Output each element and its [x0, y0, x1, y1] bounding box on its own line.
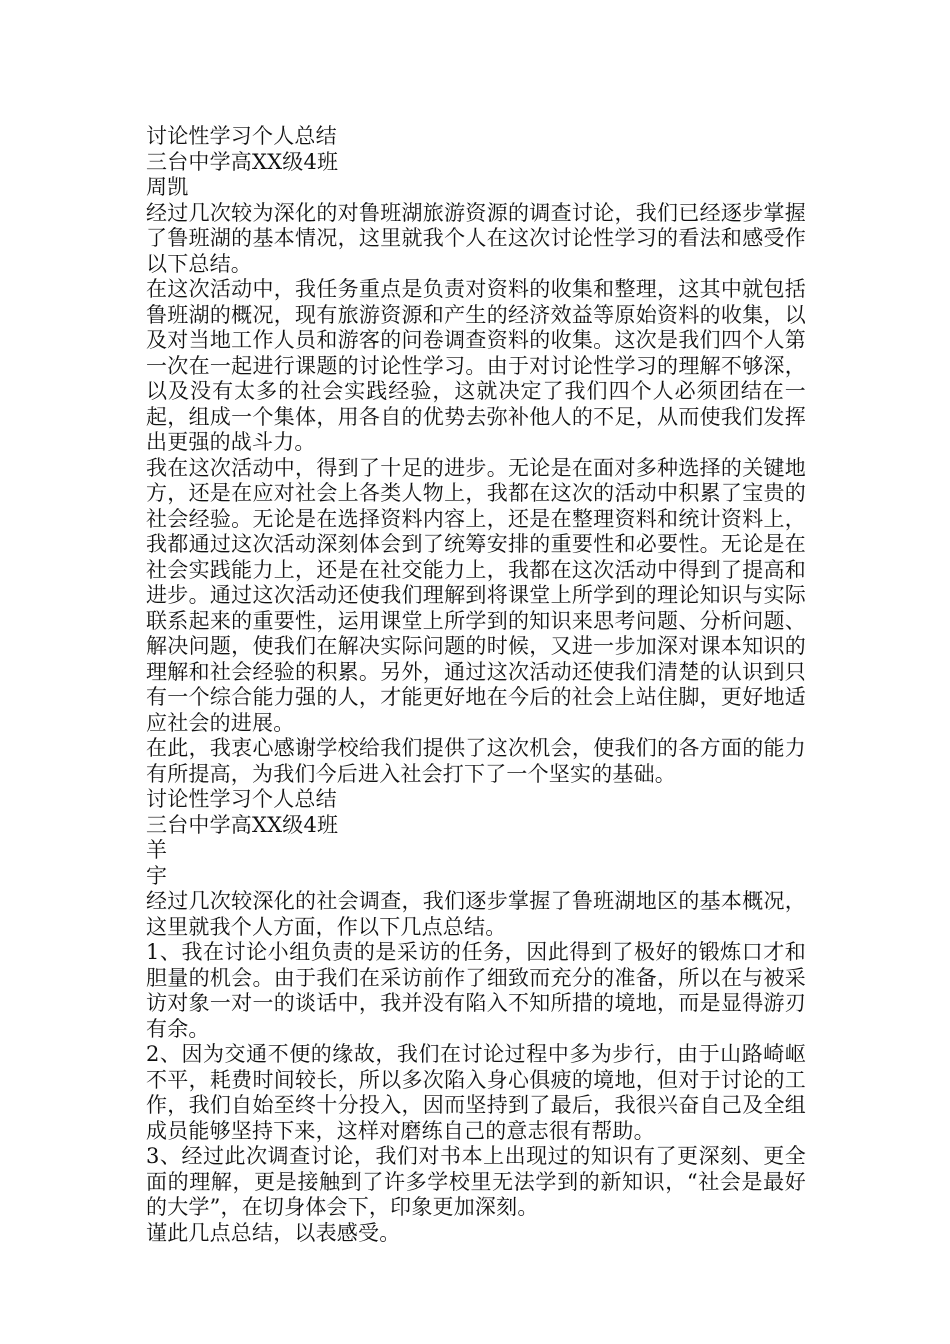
- paragraph-closing-2: 谨此几点总结，以表感受。: [146, 1220, 401, 1245]
- class-line-2: 三台中学高XX级4班: [146, 812, 339, 837]
- title-2: 讨论性学习个人总结: [146, 787, 337, 811]
- paragraph-intro-2: 经过几次较深化的社会调查，我们逐步掌握了鲁班湖地区的基本概况，这里就我个人方面，作以下几点总结。: [146, 889, 806, 939]
- paragraph-point-3: 3、经过此次调查讨论，我们对书本上出现过的知识有了更深刻、更全面的理解，更是接触到了许多学校里无法学到的新知识，“社会是最好的大学”，在切身体会下，印象更加深刻。: [146, 1144, 806, 1219]
- title-1: 讨论性学习个人总结: [146, 124, 337, 148]
- author-2-part-1: 羊: [146, 838, 168, 862]
- document-body: [146, 124, 806, 1246]
- paragraph-point-2: 2、因为交通不便的缘故，我们在讨论过程中多为步行，由于山路崎岖不平，耗费时间较长，所以多次陷入身心俱疲的境地，但对于讨论的工作，我们自始至终十分投入，因而坚持到了最后，我很兴奋自己及全组成员能够坚持下来，这样对磨练自己的意志很有帮助。: [146, 1042, 806, 1143]
- paragraph-progress-1: 我在这次活动中，得到了十足的进步。无论是在面对多种选择的关键地方，还是在应对社会上各类人物上，我都在这次的活动中积累了宝贵的社会经验。无论是在选择资料内容上，还是在整理资料和统计资料上，我都通过这次活动深刻体会到了统筹安排的重要性和必要性。无论是在社会实践能力上，还是在社交能力上，我都在这次活动中得到了提高和进步。通过这次活动还使我们理解到将课堂上所学到的理论知识与实际联系起来的重要性，运用课堂上所学到的知识来思考问题、分析问题、解决问题，使我们在解决实际问题的时候，又进一步加深对课本知识的理解和社会经验的积累。另外，通过这次活动还使我们清楚的认识到只有一个综合能力强的人，才能更好地在今后的社会上站住脚，更好地适应社会的进展。: [146, 455, 806, 735]
- paragraph-thanks-1: 在此，我衷心感谢学校给我们提供了这次机会，使我们的各方面的能力有所提高，为我们今后进入社会打下了一个坚实的基础。: [146, 736, 806, 786]
- author-1: 周凯: [146, 175, 189, 199]
- class-line-1: 三台中学高XX级4班: [146, 149, 339, 174]
- paragraph-task-1: 在这次活动中，我任务重点是负责对资料的收集和整理，这其中就包括鲁班湖的概况，现有旅游资源和产生的经济效益等原始资料的收集，以及对当地工作人员和游客的问卷调查资料的收集。这次是我们四个人第一次在一起进行课题的讨论性学习。由于对讨论性学习的理解不够深，以及没有太多的社会实践经验，这就决定了我们四个人必须团结在一起，组成一个集体，用各自的优势去弥补他人的不足，从而使我们发挥出更强的战斗力。: [146, 277, 806, 454]
- paragraph-point-1: 1、我在讨论小组负责的是采访的任务，因此得到了极好的锻炼口才和胆量的机会。由于我们在采访前作了细致而充分的准备，所以在与被采访对象一对一的谈话中，我并没有陷入不知所措的境地，而是显得游刃有余。: [146, 940, 806, 1041]
- author-2-part-2: 宇: [146, 863, 168, 888]
- paragraph-intro-1: 经过几次较为深化的对鲁班湖旅游资源的调查讨论，我们已经逐步掌握了鲁班湖的基本情况，这里就我个人在这次讨论性学习的看法和感受作以下总结。: [146, 200, 806, 276]
